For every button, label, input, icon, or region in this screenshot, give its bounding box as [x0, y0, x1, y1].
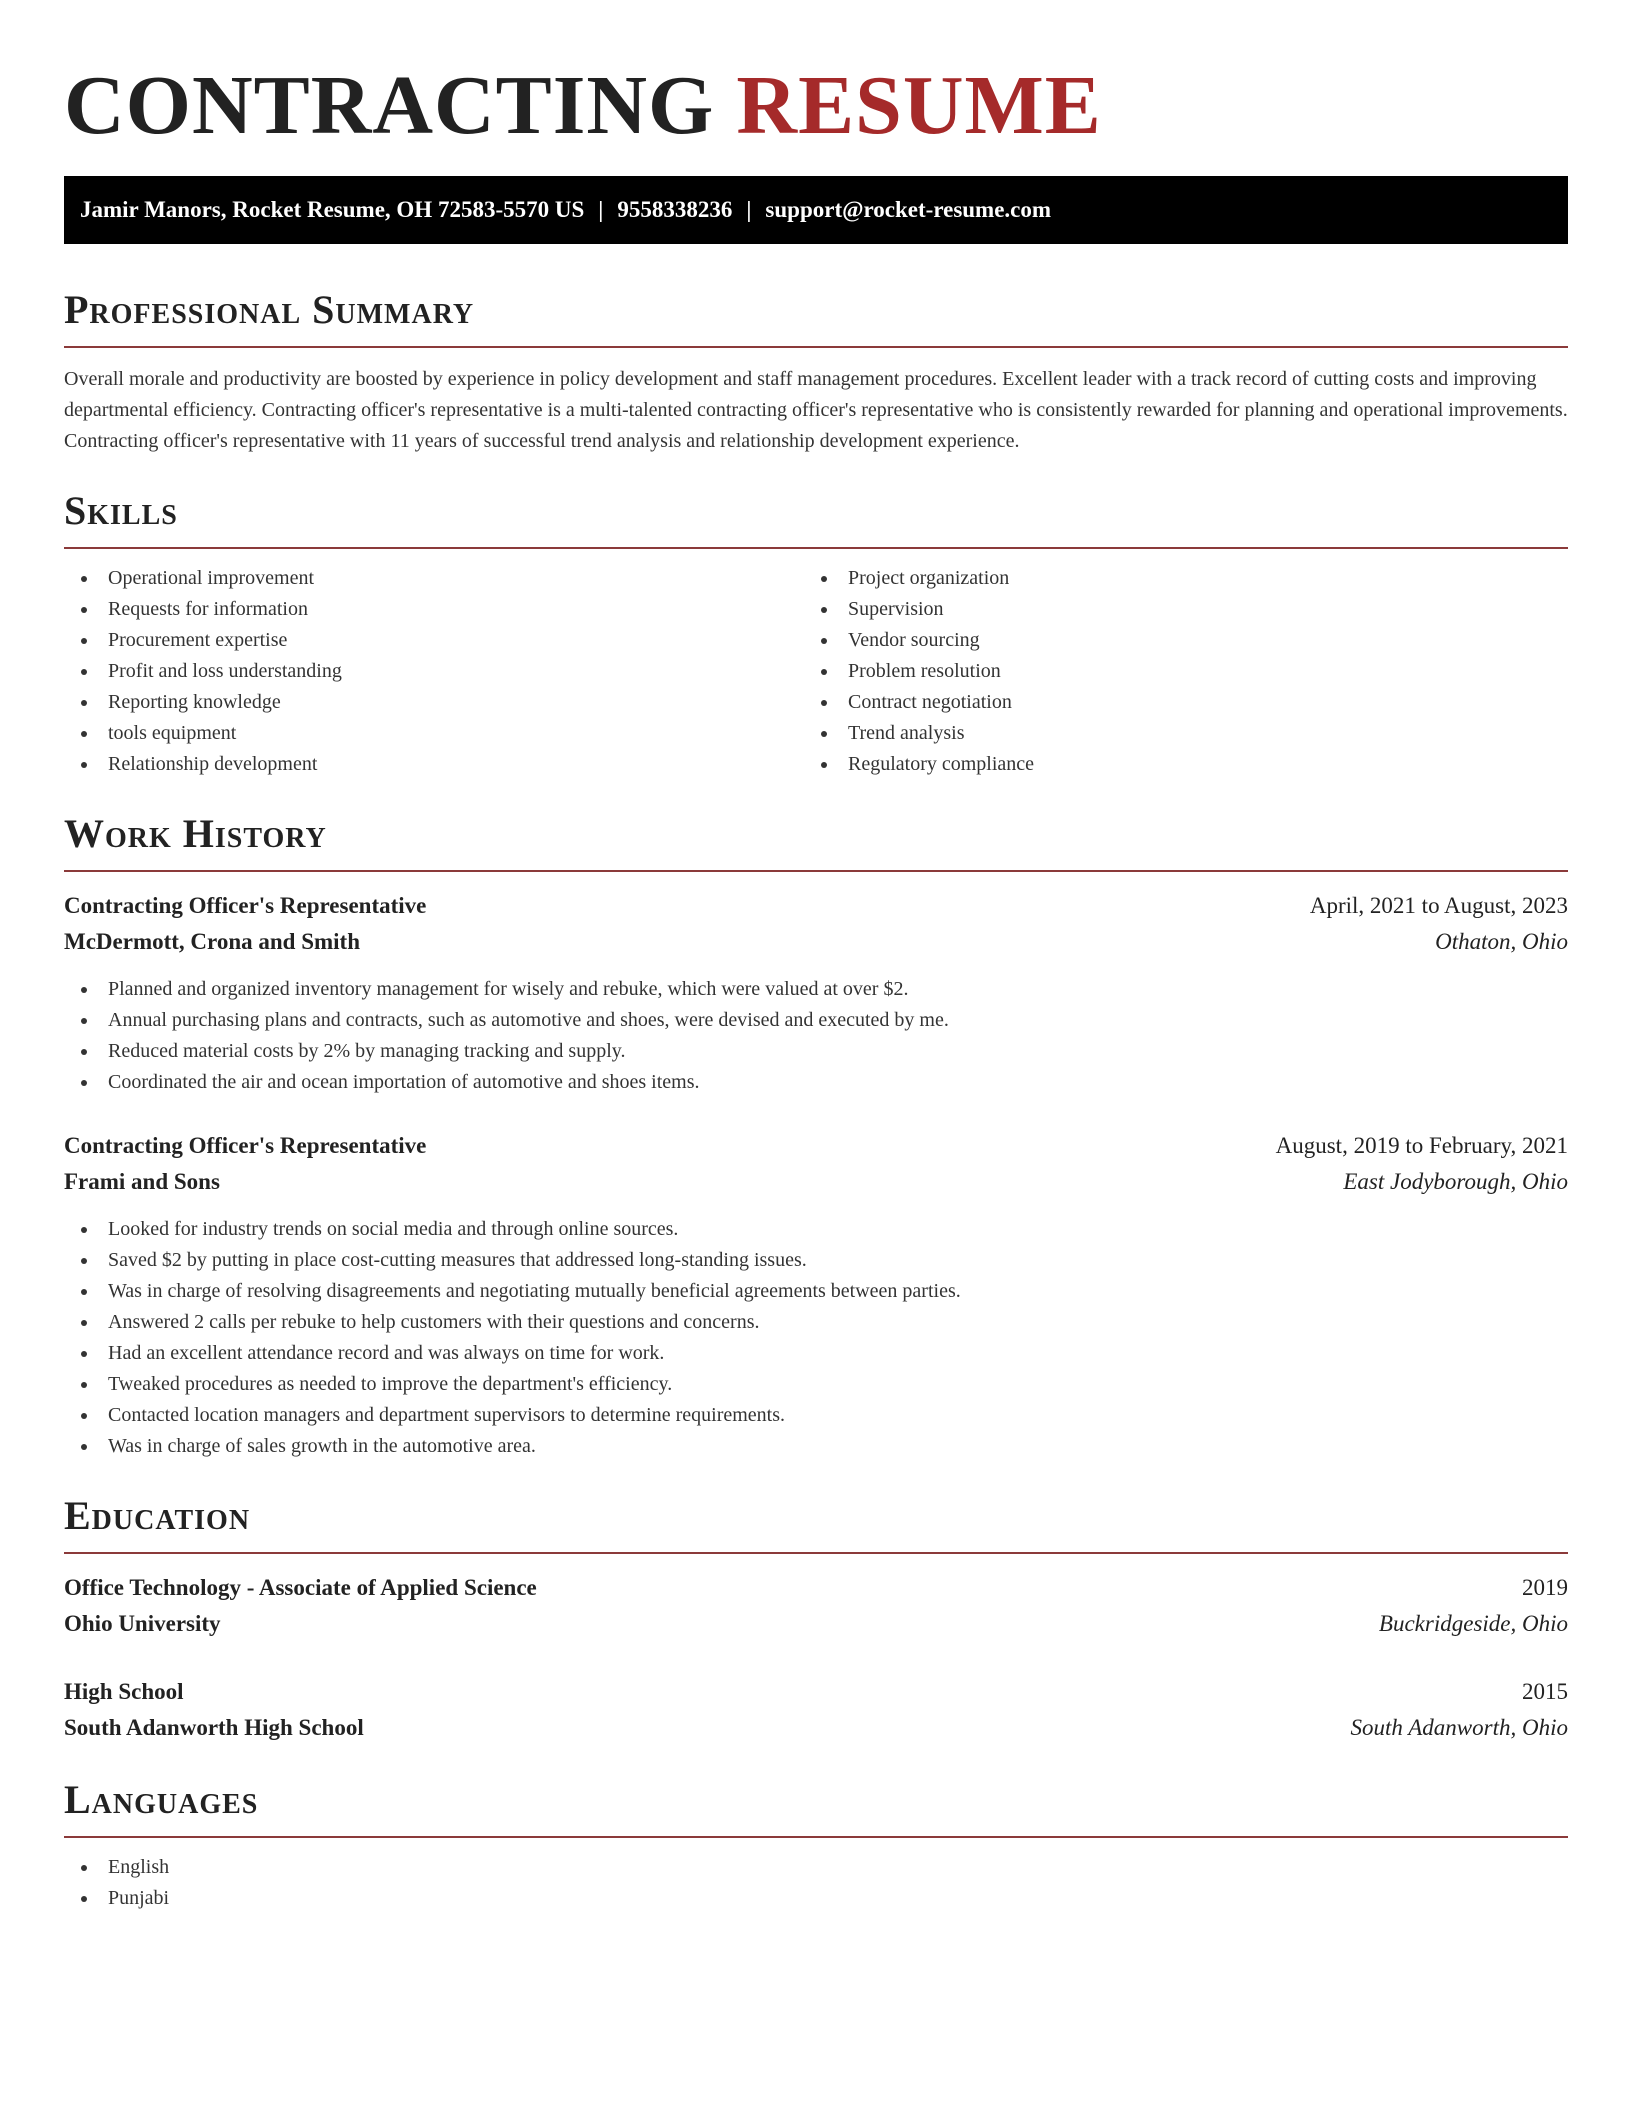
skill-item: Contract negotiation [804, 687, 1544, 718]
job-location: East Jodyborough, Ohio [1343, 1169, 1568, 1194]
section-divider [64, 1836, 1568, 1838]
skill-item: Operational improvement [64, 563, 804, 594]
education-year: 2019 [1522, 1575, 1568, 1600]
skill-item: Problem resolution [804, 656, 1544, 687]
education-school: South Adanworth High School [64, 1715, 364, 1740]
contact-bar [64, 176, 1568, 244]
education-entry [64, 1570, 1568, 1642]
contact-address: Jamir Manors, Rocket Resume, OH 72583-5570 US [80, 197, 585, 222]
section-divider [64, 870, 1568, 872]
job-company-row [64, 924, 1568, 960]
job-bullet: Looked for industry trends on social media and through online sources. [64, 1214, 1568, 1245]
resume-title [64, 56, 1568, 156]
title-word-resume: RESUME [736, 59, 1102, 152]
job-bullet: Was in charge of resolving disagreements and negotiating mutually beneficial agreements between parties. [64, 1276, 1568, 1307]
job-company: Frami and Sons [64, 1169, 220, 1194]
summary-heading: Professional Summary [64, 287, 475, 332]
skills-heading: Skills [64, 488, 178, 533]
skills-section [64, 485, 1568, 780]
skills-list-left [64, 563, 804, 780]
job-bullets [64, 1214, 1568, 1462]
section-divider [64, 1552, 1568, 1554]
work-history-heading: Work History [64, 811, 327, 856]
skill-item: Trend analysis [804, 718, 1544, 749]
job-location: Othaton, Ohio [1435, 929, 1568, 954]
job-title: Contracting Officer's Representative [64, 1133, 427, 1158]
job-company-row [64, 1164, 1568, 1200]
languages-section [64, 1774, 1568, 1914]
section-divider [64, 346, 1568, 348]
skill-item: Profit and loss understanding [64, 656, 804, 687]
resume-page [64, 56, 1568, 1914]
contact-phone: 9558338236 [617, 197, 733, 222]
job-bullet: Coordinated the air and ocean importation of automotive and shoes items. [64, 1067, 1568, 1098]
language-item: Punjabi [64, 1883, 1568, 1914]
summary-section [64, 284, 1568, 457]
education-entry [64, 1674, 1568, 1746]
job-title: Contracting Officer's Representative [64, 893, 427, 918]
skill-item: Supervision [804, 594, 1544, 625]
skill-item: Procurement expertise [64, 625, 804, 656]
education-section [64, 1490, 1568, 1746]
education-degree: Office Technology - Associate of Applied Science [64, 1575, 537, 1600]
job-header-row [64, 888, 1568, 924]
job-bullet: Saved $2 by putting in place cost-cutting measures that addressed long-standing issues. [64, 1245, 1568, 1276]
job-dates: August, 2019 to February, 2021 [1275, 1133, 1568, 1158]
skill-item: Requests for information [64, 594, 804, 625]
education-location: South Adanworth, Ohio [1350, 1715, 1568, 1740]
summary-text: Overall morale and productivity are boosted by experience in policy development and staff management procedures. Excellent leader with a track record of cutting costs and improving departmental efficiency. Contracting officer's representative is a multi-talented contracting officer's representative who is consistently rewarded for planning and operational improvements. Contracting officer's representative with 11 years of successful trend analysis and relationship development experience. [64, 368, 1568, 452]
education-header-row [64, 1674, 1568, 1710]
education-school-row [64, 1606, 1568, 1642]
job-bullet: Had an excellent attendance record and was always on time for work. [64, 1338, 1568, 1369]
education-header-row [64, 1570, 1568, 1606]
job-bullet: Reduced material costs by 2% by managing tracking and supply. [64, 1036, 1568, 1067]
skill-item: Relationship development [64, 749, 804, 780]
job-bullet: Tweaked procedures as needed to improve the department's efficiency. [64, 1369, 1568, 1400]
education-school: Ohio University [64, 1611, 221, 1636]
education-location: Buckridgeside, Ohio [1378, 1611, 1568, 1636]
job-bullets [64, 974, 1568, 1098]
work-history-section [64, 808, 1568, 1462]
contact-separator: | [598, 197, 604, 222]
skill-item: tools equipment [64, 718, 804, 749]
skills-grid [64, 563, 1568, 780]
job-bullet: Annual purchasing plans and contracts, such as automotive and shoes, were devised and executed by me. [64, 1005, 1568, 1036]
title-word-contracting: CONTRACTING [64, 59, 715, 152]
section-divider [64, 547, 1568, 549]
language-item: English [64, 1852, 1568, 1883]
languages-heading: Languages [64, 1777, 259, 1822]
skill-item: Project organization [804, 563, 1544, 594]
job-header-row [64, 1128, 1568, 1164]
job-entry [64, 1128, 1568, 1462]
skill-item: Reporting knowledge [64, 687, 804, 718]
education-degree: High School [64, 1679, 184, 1704]
skills-list-right [804, 563, 1544, 780]
job-bullet: Was in charge of sales growth in the automotive area. [64, 1431, 1568, 1462]
skill-item: Vendor sourcing [804, 625, 1544, 656]
education-school-row [64, 1710, 1568, 1746]
contact-separator: | [746, 197, 752, 222]
contact-email[interactable]: support@rocket-resume.com [765, 197, 1052, 222]
job-company: McDermott, Crona and Smith [64, 929, 360, 954]
job-entry [64, 888, 1568, 1098]
education-heading: Education [64, 1493, 251, 1538]
job-dates: April, 2021 to August, 2023 [1309, 893, 1568, 918]
skill-item: Regulatory compliance [804, 749, 1544, 780]
job-bullet: Answered 2 calls per rebuke to help customers with their questions and concerns. [64, 1307, 1568, 1338]
languages-list [64, 1852, 1568, 1914]
job-bullet: Planned and organized inventory management for wisely and rebuke, which were valued at over $2. [64, 974, 1568, 1005]
education-year: 2015 [1522, 1679, 1568, 1704]
job-bullet: Contacted location managers and department supervisors to determine requirements. [64, 1400, 1568, 1431]
